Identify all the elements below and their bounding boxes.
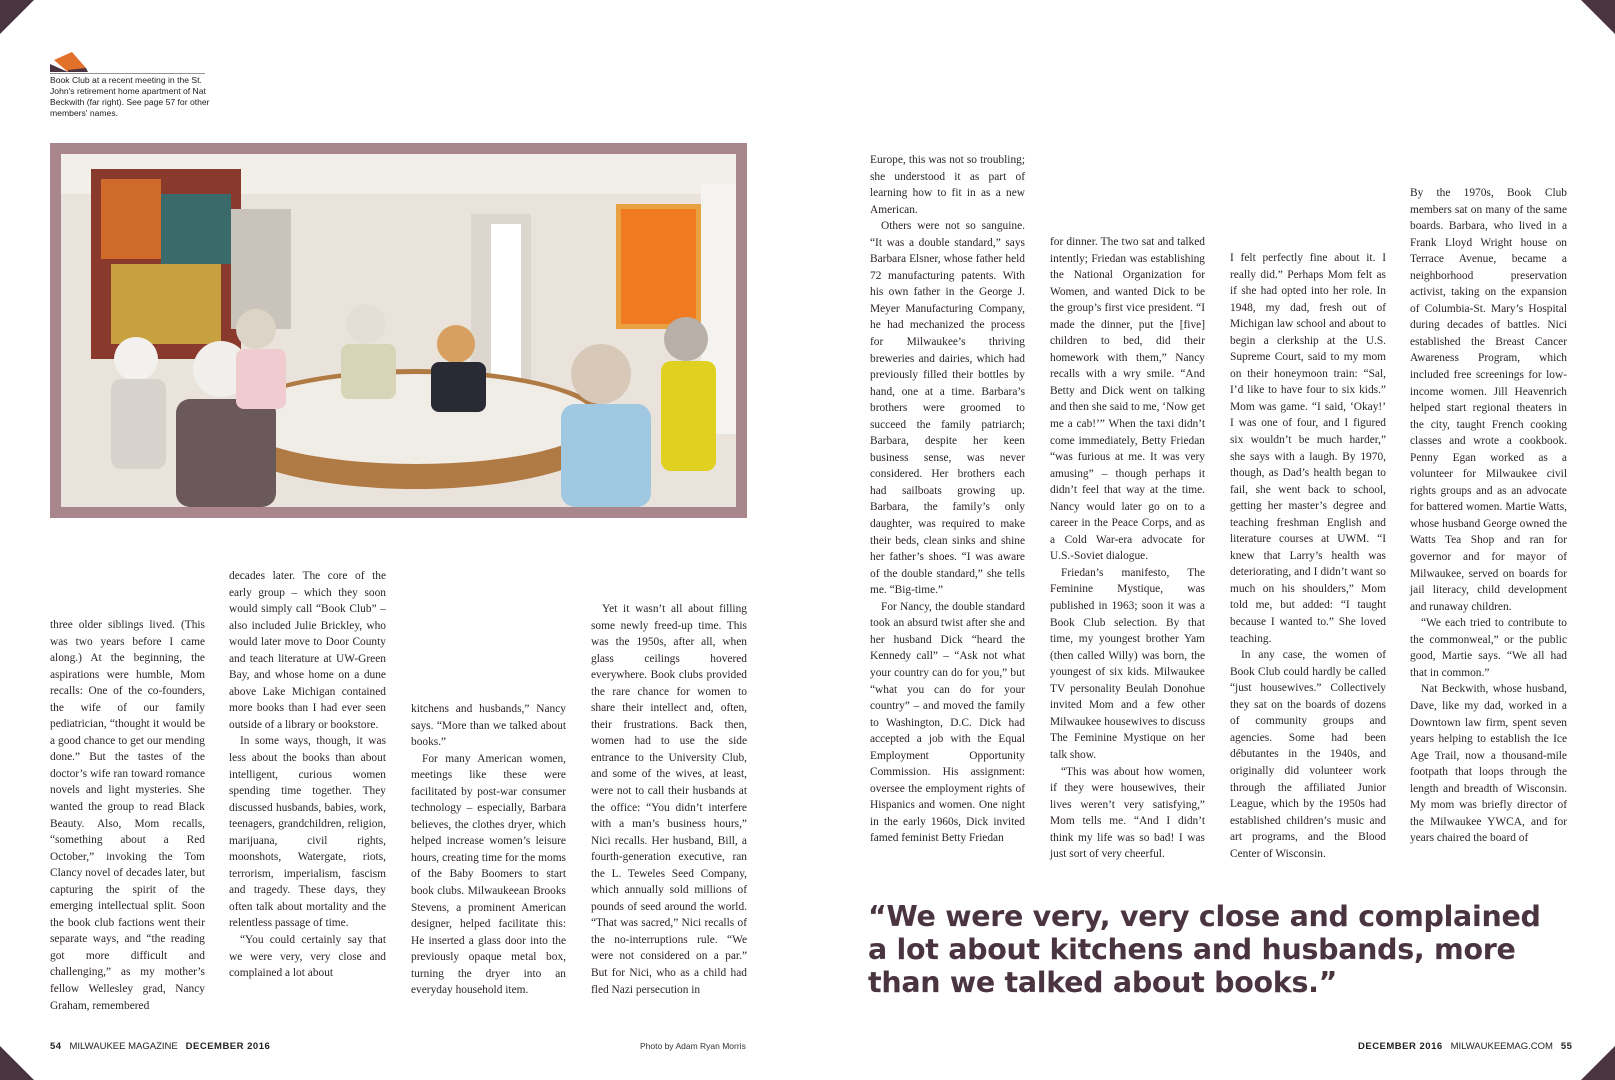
column-2-paragraph-2: In some ways, though, it was less about the books than about intelligent, curious women spending time together. They discussed husbands, babies, work, teenagers, grandchildren, religion, marijuana, civil rights, moonshots, Watergate, riots, terrorism, imperialism, fascism and tragedy. These days, they often talk about mortality and the relentless passage of time. — [229, 735, 386, 930]
column-5-paragraph-2: Others were not so sanguine. “It was a double standard,” says Barbara Elsner, whose father held 72 manufacturing patents. With his own father in the George J. Meyer Manufacturing Company, he had mechanized the process for Milwaukee’s thriving breweries and dairies, which had previously filled their bottles by hand, one at a time. Barbara’s brothers were groomed to succeed the family patriarch; Barbara, despite her keen business sense, was never considered. Her brothers each had sailboats growing up. Barbara, the family’s only daughter, was required to make their beds, clean sinks and shine her father’s shoes. “I was aware of the double standard,” she tells me. “Big-time.” — [870, 220, 1025, 597]
article-column-6 — [1050, 234, 1205, 863]
column-8-paragraph-1: By the 1970s, Book Club members sat on many of the same boards. Barbara, who lived in a Frank Lloyd Wright house on Terrace Avenue, became a neighborhood preservation activist, taking on the expansion of Columbia-St. Mary’s Hospital during decades of battles. Nici established the Breast Cancer Awareness Program, which included free screenings for low-income women. Jill Heavenrich helped start regional theaters in the city, taught French cooking classes and wrote a cookbook. Penny Egan worked as a volunteer for Milwaukee civil rights groups and as an advocate for battered women. Martie Watts, whose husband George owned the Watts Tea Shop and ran for governor and for mayor of Milwaukee, served on boards for jail literacy, child development and runaway children. — [1410, 187, 1567, 613]
footer-left-magazine: MILWAUKEE MAGAZINE — [69, 1041, 178, 1052]
photo-credit: Photo by Adam Ryan Morris — [640, 1041, 746, 1051]
book-club-photo-image — [61, 154, 736, 507]
article-column-5 — [870, 152, 1025, 847]
corner-decoration-bottom-left — [0, 1046, 34, 1080]
column-6-paragraph-2: Friedan’s manifesto, The Feminine Mystique, was published in 1963; soon it was a Book Club selection. By that time, my youngest brother Yam (then called Willy) was born, the youngest of six kids. Milwaukee TV personality Beulah Donohue invited Mom and a few other Milwaukee housewives to discuss The Feminine Mystique on her talk show. — [1050, 566, 1205, 761]
column-2-paragraph-3: “You could certainly say that we were very, very close and complained a lot about — [229, 934, 386, 980]
pull-quote: “We were very, very close and complained a lot about kitchens and husbands, more than we talked about books.” — [868, 900, 1541, 999]
column-8-paragraph-3: Nat Beckwith, whose husband, Dave, like my dad, worked in a Downtown law firm, spent seven years helping to establish the Ice Age Trail, now a thousand-mile footpath that loops through the length and breadth of Wisconsin. My mom was briefly director of the Milwaukee YWCA, and for years chaired the board of — [1410, 683, 1567, 845]
caption-rule — [50, 73, 205, 74]
column-7-paragraph-1: I felt perfectly fine about it. I really did.” Perhaps Mom felt as if she had opted into her role. In 1948, my dad, fresh out of Michigan law school and about to begin a clerkship at the U.S. Supreme Court, said to my mom on their honeymoon train: “Sal, I’d like to have four to six kids.” Mom was game. “I said, ‘Okay!’ I was one of four, and I figured six wouldn’t be much harder,” she says with a laugh. By 1970, though, as Dad’s health began to fail, she went back to school, getting her master’s degree and teaching freshman English and literature courses at UWM. “I knew that Larry’s health was deteriorating, and I didn’t want so much on his shoulders,” Mom told me, but added: “I taught because I wanted to.” She loved teaching. — [1230, 252, 1386, 645]
footer-right-page-number: 55 — [1560, 1041, 1573, 1052]
article-column-3 — [411, 701, 566, 999]
column-6-paragraph-1: for dinner. The two sat and talked intently; Friedan was establishing the National Organization for Women, and wanted Dick to be the group’s first vice president. “I made the dinner, put the [five] children to bed, did their homework with them,” Nancy recalls with a wry smile. “And Betty and Dick went on talking and then she said to me, ‘Now get me a cab!’” When the taxi didn’t come immediately, Betty Friedan “was furious at me. It was very amusing” – though perhaps it didn’t feel that way at the time. Nancy would later go on to a career in the Peace Corps, and as a Cold War-era advocate for U.S.-Soviet dialogue. — [1050, 236, 1206, 563]
column-5-paragraph-3: For Nancy, the double standard took an absurd twist after she and her husband Dick “heard the Kennedy call” – “Ask not what your country can do for you,” but “what you can do for your country” – and moved the family to Washington, D.C. Dick had accepted a job with the Equal Employment Opportunity Commission. His assignment: oversee the employment rights of Hispanics and women. One night in the early 1960s, Dick invited famed feminist Betty Friedan — [870, 600, 1025, 845]
footer-left — [50, 1041, 270, 1052]
footer-right-site: MILWAUKEEMAG.COM — [1450, 1041, 1553, 1052]
footer-right — [1358, 1041, 1572, 1052]
caption-book-icon — [50, 50, 90, 72]
footer-left-page-number: 54 — [50, 1041, 62, 1052]
column-5-paragraph-1: Europe, this was not so troubling; she understood it as part of learning how to fit in as a new American. — [870, 154, 1025, 216]
article-column-2 — [229, 568, 386, 982]
column-6-paragraph-3: “This was about how women, if they were housewives, their lives weren’t very satisfying,” Mom tells me. “And I didn’t think my life was so bad! I was just sort of very cheerful. — [1050, 765, 1205, 861]
column-3-paragraph-1: kitchens and husbands,” Nancy says. “More than we talked about books.” — [411, 703, 566, 749]
corner-decoration-bottom-right — [1581, 1046, 1615, 1080]
column-1-paragraph-1: three older siblings lived. (This was two years before I came along.) At the beginning, the aspirations were humble, Mom recalls: One of the co-founders, the wife of our family pediatrician, “thought it would be a good chance to get our mending done.” But the tastes of the doctor’s wife ran toward romance novels and light mysteries. She wanted the group to read Black Beauty. Also, Mom recalls, “something about a Red October,” invoking the Tom Clancy novel of decades later, but capturing the spirit of the emerging intellectual split. Soon the book club factions went their separate ways, and “the reading got more difficult and challenging,” as my mother’s fellow Wellesley grad, Nancy Graham, remembered — [50, 619, 205, 1012]
article-column-4 — [591, 601, 747, 998]
article-column-8 — [1410, 185, 1567, 847]
column-2-paragraph-1: decades later. The core of the early group – which they soon would simply call “Book Club” – also included Julie Brickley, who would later move to Door County and teach literature at UW-Green Bay, and whose home on a dune above Lake Michigan contained more books than I had ever seen outside of a library or bookstore. — [229, 570, 386, 731]
footer-left-issue: DECEMBER 2016 — [185, 1041, 271, 1052]
column-8-paragraph-2: “We each tried to contribute to the commonweal,” or the public good, Martie says. “We all had that in common.” — [1410, 617, 1567, 679]
column-7-paragraph-2: In any case, the women of Book Club could hardly be called “just housewives.” Collectively they sat on the boards of dozens of community groups and agencies. Some had been débutantes in the 1940s, and originally did volunteer work through the affiliated Junior League, which by the 1950s had established children’s music and art programs, and the Blood Center of Wisconsin. — [1230, 649, 1386, 860]
column-3-paragraph-2: For many American women, meetings like these were facilitated by post-war consumer technology – especially, Barbara believes, the clothes dryer, which helped increase women’s leisure hours, creating time for the moms of the Baby Boomers to start book clubs. Milwaukeean Brooks Stevens, a prominent American designer, helped facilitate this: He inserted a glass door into the previously opaque metal box, turning the dryer into an everyday household item. — [411, 752, 566, 997]
corner-decoration-top-right — [1581, 0, 1615, 34]
article-column-7 — [1230, 250, 1386, 862]
photo-caption: Book Club at a recent meeting in the St. John's retirement home apartment of Nat Beckwith (far right). See page 57 for other members' names. — [50, 75, 210, 118]
footer-right-issue: DECEMBER 2016 — [1358, 1041, 1443, 1052]
article-column-1 — [50, 617, 205, 1014]
column-4-paragraph-1: Yet it wasn’t all about filling some newly freed-up time. This was the 1950s, after all, when glass ceilings hovered everywhere. Book clubs provided the rare chance for women to share their intellect and, often, their frustrations. Back then, women had to use the side entrance to the University Club, and some of the wives, at least, were not to call their husbands at the office: “You didn’t interfere with a man’s business hours,” Nici recalls. Her husband, Bill, a fourth-generation executive, ran the L. Teweles Seed Company, which annually sold millions of pounds of seed around the world. “That was sacred,” Nici recalls of the no-interruptions rule. “We were not considered on a par.” But for Nici, who as a child had fled Nazi persecution in — [591, 603, 747, 996]
corner-decoration-top-left — [0, 0, 34, 34]
book-club-photo — [50, 143, 747, 518]
